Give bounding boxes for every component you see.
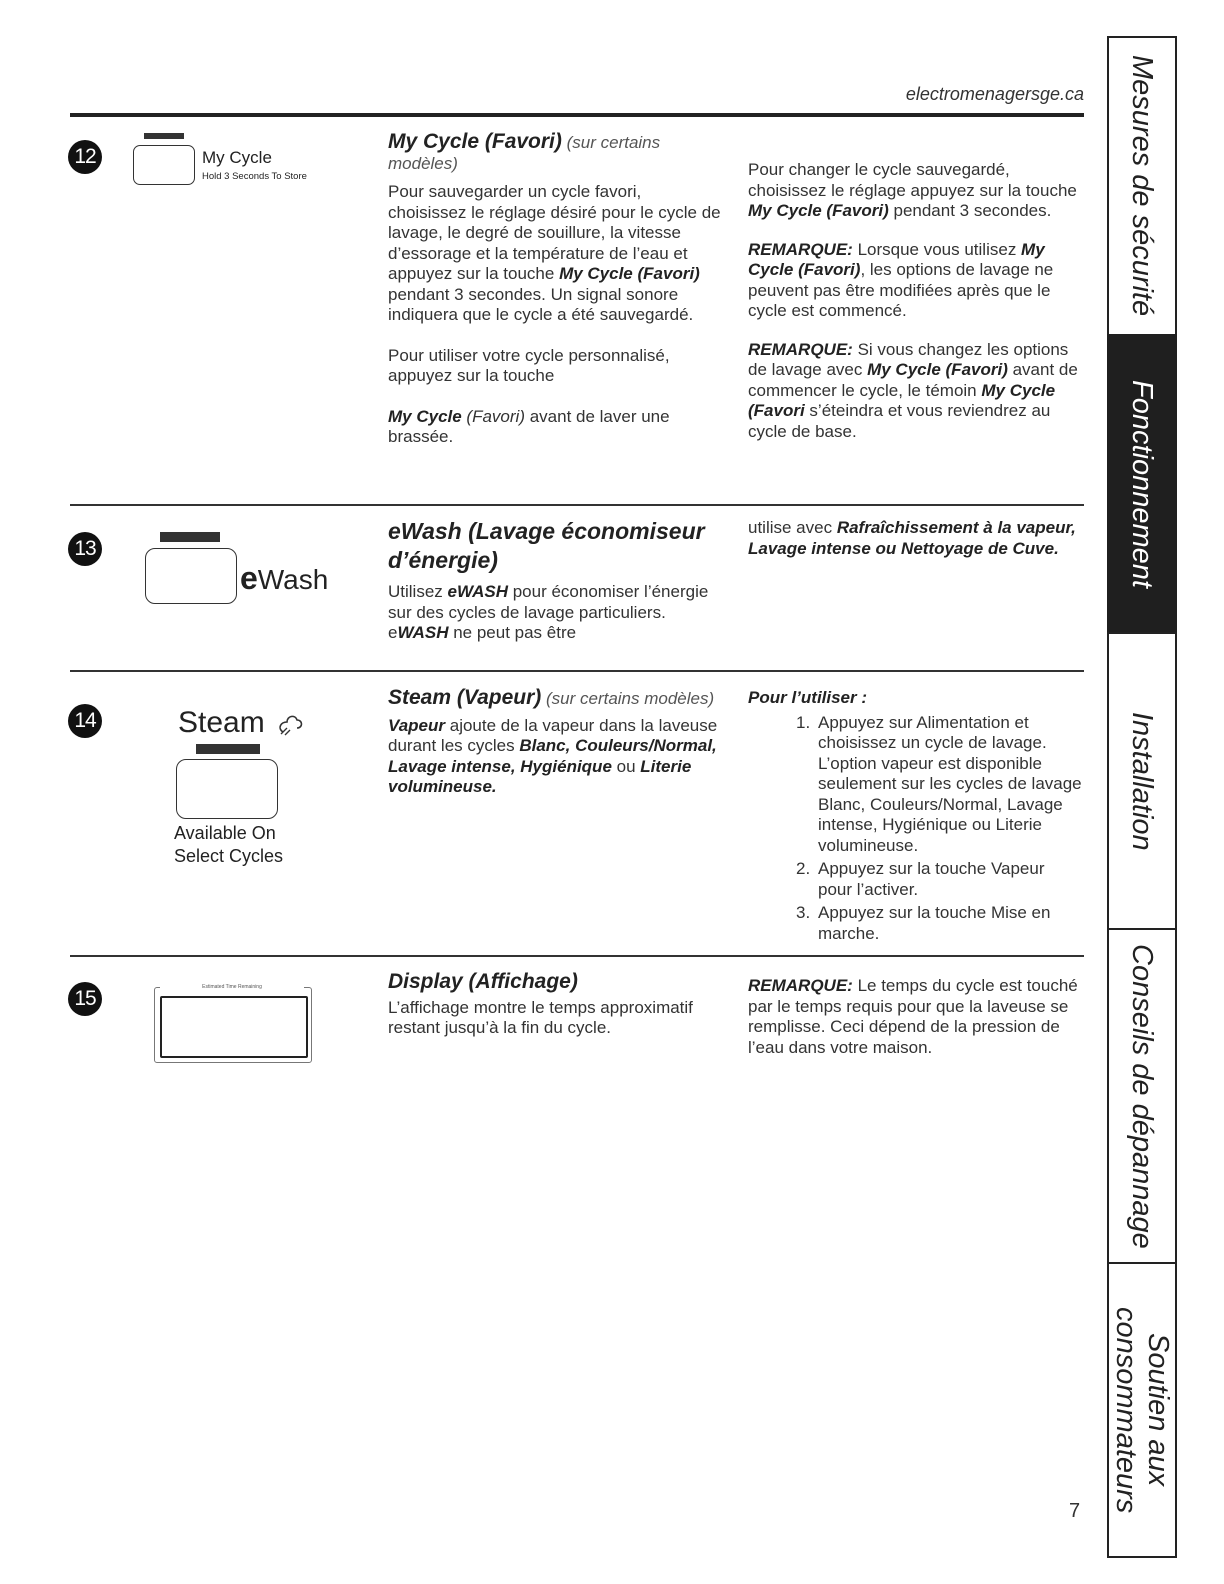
- ewash-button-icon: [145, 548, 237, 604]
- paragraph-text: utilise avec: [748, 518, 837, 537]
- ewash-right-column: [748, 518, 1083, 573]
- term-steam-cycles: Rafraîchissement à la vapeur, Lavage intense ou Nettoyage de Cuve.: [748, 518, 1076, 558]
- section-title-sub: (sur certains modèles): [388, 133, 661, 173]
- paragraph-text: pour économiser l’énergie sur des cycles de lavage particuliers. e: [388, 582, 709, 642]
- step-text: Appuyez sur la touche Vapeur pour l’activer.: [818, 859, 1045, 899]
- ewash-indicator-bar: [160, 532, 220, 542]
- paragraph-text: , les options de lavage ne peuvent pas être modifiées après que le cycle est commencé.: [748, 260, 1054, 320]
- paragraph-text: avant de commencer le cycle, le témoin: [748, 360, 1078, 400]
- steam-control-label: [178, 706, 303, 740]
- site-url[interactable]: electromenagersge.ca: [905, 84, 1084, 104]
- section-number-badge: 12: [68, 140, 102, 174]
- term-my-cycle: My Cycle (Favori): [559, 264, 700, 283]
- display-screen-icon: [160, 996, 308, 1058]
- paragraph-text: Pour utiliser votre cycle personnalisé, appuyez sur la touche: [388, 345, 670, 385]
- paragraph-text: Le temps du cycle est touché par le temps requis pour que la laveuse se remplisse. Ceci dépend de la pression de l’eau dans votre maison.: [748, 976, 1078, 1057]
- tab-label: Soutien aux consommateurs: [1110, 1306, 1174, 1514]
- step-number: 2.: [796, 859, 811, 878]
- section-number-badge: 13: [68, 532, 102, 566]
- paragraph-text: Pour sauvegarder un cycle favori, choisissez le réglage désiré pour le cycle de lavage, le degré de souillure, la vitesse d’essorage et la température de l’eau et appuyez sur la touche: [388, 182, 721, 283]
- term-cycles: Literie volumineuse.: [388, 756, 692, 796]
- term-my-cycle: My Cycle: [388, 406, 462, 426]
- ewash-control-label: [240, 560, 328, 597]
- paragraph-text: avant de laver une brassée.: [388, 406, 670, 446]
- mycycle-control-label: My Cycle: [202, 148, 272, 167]
- list-item: [796, 903, 1083, 944]
- page-number: 7: [1069, 1500, 1081, 1522]
- term-my-cycle: My Cycle (Favori): [748, 201, 889, 220]
- steam-right-column: [748, 688, 1083, 947]
- tab-mesures-de-securite[interactable]: [1107, 36, 1177, 336]
- section-title: eWash (Lavage économiseur d’énergie): [388, 518, 705, 573]
- tab-installation[interactable]: [1107, 632, 1177, 930]
- steps-list: [748, 713, 1083, 945]
- paragraph-text: L’affichage montre le temps approximatif restant jusqu’à la fin du cycle.: [388, 997, 693, 1037]
- step-text: Appuyez sur Alimentation et choisissez un cycle de lavage. L’option vapeur est disponible seulement sur les cycles de lavage Blanc, Couleurs/Normal, Lavage intense, Hygiénique ou Literie volumineuse.: [818, 712, 1082, 855]
- paragraph-text: Pour changer le cycle sauvegardé, choisissez le réglage appuyez sur la touche: [748, 160, 1077, 200]
- mycycle-right-column: [748, 160, 1083, 456]
- section-title: My Cycle (Favori): [388, 130, 562, 153]
- section-title: Steam (Vapeur): [388, 686, 542, 709]
- steam-left-column: [388, 688, 723, 812]
- ewash-e-glyph: e: [240, 560, 258, 596]
- mycycle-button-icon: [133, 145, 195, 185]
- steam-note-line: Select Cycles: [174, 846, 284, 866]
- tab-label: Mesures de sécurité: [1126, 55, 1158, 317]
- steam-indicator-bar: [196, 744, 260, 754]
- list-item: [796, 859, 1083, 900]
- paragraph-text: ou: [611, 756, 641, 776]
- step-number: 3.: [796, 903, 811, 922]
- section-divider: [70, 670, 1084, 672]
- ewash-left-column: [388, 518, 723, 658]
- tab-label: Installation: [1126, 711, 1158, 851]
- steam-note-line: Available On: [174, 823, 276, 843]
- steam-label-text: Steam: [178, 706, 265, 739]
- term-cycles: Blanc, Couleurs/Normal, Lavage intense, Hygiénique: [388, 736, 717, 776]
- paragraph-text: Lorsque vous utilisez: [852, 239, 1022, 259]
- section-number-badge: 15: [68, 982, 102, 1016]
- section-divider: [70, 504, 1084, 506]
- term-ewash: eWASH: [447, 582, 508, 601]
- note-label: REMARQUE:: [748, 239, 853, 259]
- ewash-label-text: Wash: [257, 564, 329, 595]
- term-sub: (Favori): [461, 406, 525, 426]
- term-vapeur: Vapeur: [388, 715, 446, 735]
- list-item: [796, 712, 1083, 857]
- note-label: REMARQUE:: [748, 976, 853, 995]
- steam-icon: [275, 706, 303, 736]
- paragraph-text: ajoute de la vapeur dans la laveuse durant les cycles: [388, 715, 718, 755]
- steam-button-icon: [176, 759, 278, 819]
- tab-label: Conseils de dépannage: [1126, 943, 1158, 1249]
- paragraph-text: pendant 3 secondes. Un signal sonore indiquera que le cycle a été sauvegardé.: [388, 284, 694, 324]
- steps-heading: Pour l’utiliser :: [748, 688, 868, 707]
- section-number-badge: 14: [68, 704, 102, 738]
- mycycle-left-column: [388, 132, 723, 462]
- paragraph-text: s’éteindra et vous reviendrez au cycle de base.: [748, 401, 1051, 441]
- tab-soutien-aux-consommateurs[interactable]: [1107, 1262, 1177, 1558]
- tab-conseils-de-depannage[interactable]: [1107, 928, 1177, 1264]
- steam-control-note: [174, 822, 283, 868]
- paragraph-text: ne peut pas être: [448, 623, 577, 642]
- tab-label: Fonctionnement: [1126, 380, 1158, 588]
- step-text: Appuyez sur la touche Mise en marche.: [818, 903, 1051, 943]
- paragraph-text: Si vous changez les options de lavage avec: [748, 339, 1069, 379]
- display-right-column: [748, 976, 1083, 1072]
- section-divider: [70, 955, 1084, 957]
- header-rule: [70, 113, 1084, 117]
- paragraph-text: Utilisez: [388, 582, 448, 601]
- mycycle-control-hint: Hold 3 Seconds To Store: [202, 171, 307, 182]
- term-my-cycle: My Cycle (Favori): [748, 239, 1045, 279]
- mycycle-indicator-bar: [144, 133, 184, 139]
- tab-fonctionnement[interactable]: [1107, 334, 1177, 634]
- term-my-cycle: My Cycle (Favori: [748, 380, 1056, 420]
- term-my-cycle: My Cycle (Favori): [867, 360, 1008, 379]
- note-label: REMARQUE:: [748, 339, 853, 359]
- display-left-column: [388, 972, 723, 1053]
- step-number: 1.: [796, 712, 811, 732]
- term-ewash: WASH: [397, 623, 449, 642]
- paragraph-text: pendant 3 secondes.: [888, 201, 1052, 220]
- section-title-sub: (sur certains modèles): [541, 689, 715, 708]
- section-title: Display (Affichage): [388, 970, 578, 993]
- display-control-label: Estimated Time Remaining: [160, 984, 304, 990]
